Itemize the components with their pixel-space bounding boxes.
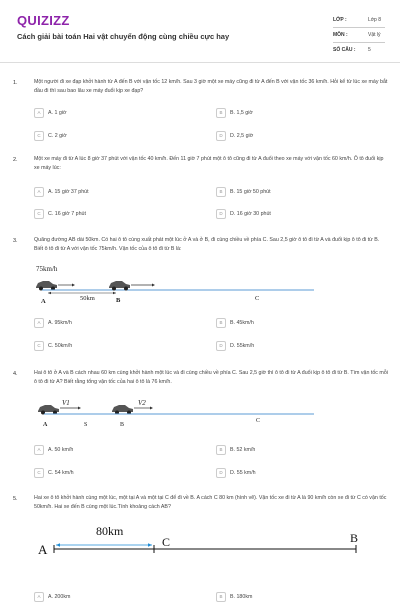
point-a-label: A bbox=[38, 542, 48, 557]
option-text: B. 52 km/h bbox=[230, 447, 256, 453]
option-text: C. 54 km/h bbox=[48, 470, 74, 476]
option-text: B. 180km bbox=[230, 594, 253, 600]
distance-label: 50km bbox=[80, 295, 95, 302]
point-b-label: B bbox=[350, 531, 359, 545]
option-text: A. 95km/h bbox=[48, 320, 72, 326]
motion-diagram bbox=[34, 522, 374, 568]
question-number: 1. bbox=[13, 80, 18, 86]
car-icon bbox=[109, 281, 130, 291]
option-d[interactable] bbox=[216, 209, 271, 221]
option-text: D. 55 km/h bbox=[230, 470, 256, 476]
option-c[interactable] bbox=[34, 209, 86, 221]
option-text: C. 50km/h bbox=[48, 343, 73, 349]
option-text: A. 200km bbox=[48, 594, 71, 600]
divider bbox=[333, 27, 385, 28]
worksheet-title: Cách giải bài toán Hai vật chuyển động cùng chiều cực hay bbox=[17, 32, 230, 41]
option-text: A. 1 giờ bbox=[48, 110, 67, 116]
option-letter: B bbox=[216, 592, 226, 602]
car-icon bbox=[112, 405, 133, 415]
option-text: A. 50 km/h bbox=[48, 447, 74, 453]
arrow-head bbox=[152, 284, 155, 287]
motion-diagram bbox=[34, 262, 374, 306]
option-letter: A bbox=[34, 108, 44, 118]
v2-label: V2 bbox=[138, 399, 146, 407]
option-b[interactable] bbox=[216, 108, 253, 120]
option-letter: D bbox=[216, 468, 226, 478]
option-letter: B bbox=[216, 187, 226, 197]
point-c-label: C bbox=[256, 418, 261, 424]
question-number: 2. bbox=[13, 157, 18, 163]
option-a[interactable] bbox=[34, 108, 67, 120]
option-letter: B bbox=[216, 445, 226, 455]
option-text: D. 16 giờ 30 phút bbox=[230, 211, 271, 217]
option-text: B. 1,5 giờ bbox=[230, 110, 253, 116]
count-label: SỐ CÂU : bbox=[333, 47, 356, 53]
subject-label: MÔN : bbox=[333, 32, 348, 38]
option-text: C. 2 giờ bbox=[48, 133, 67, 139]
option-a[interactable] bbox=[34, 318, 72, 330]
option-letter: B bbox=[216, 108, 226, 118]
arrow-head bbox=[78, 407, 81, 410]
divider bbox=[333, 42, 385, 43]
option-b[interactable] bbox=[216, 318, 254, 330]
option-c[interactable] bbox=[34, 468, 74, 480]
option-b[interactable] bbox=[216, 445, 255, 457]
speed-label: 75km/h bbox=[36, 265, 58, 273]
option-d[interactable] bbox=[216, 468, 256, 480]
option-d[interactable] bbox=[216, 131, 253, 143]
distance-label: 80km bbox=[96, 524, 124, 538]
option-c[interactable] bbox=[34, 341, 72, 353]
option-letter: D bbox=[216, 209, 226, 219]
option-a[interactable] bbox=[34, 445, 73, 457]
option-b[interactable] bbox=[216, 592, 252, 604]
count-value: 5 bbox=[368, 47, 371, 53]
distance-label: S bbox=[84, 422, 88, 428]
point-a-label: A bbox=[43, 422, 48, 428]
question-text: Hai ô tô ở A và B cách nhau 60 km cùng khởi hành một lúc và đi cùng chiều về phía C. Sau 2,5 giờ thì ô tô đi từ A đuổi kịp ô tô đi từ B. Tìm vận tốc mỗi ô tô đi từ A? Biết rằng tổng vận tốc của hai ô tô là 76 km/h. bbox=[34, 370, 388, 385]
option-letter: A bbox=[34, 318, 44, 328]
option-b[interactable] bbox=[216, 187, 271, 199]
motion-diagram bbox=[34, 395, 374, 429]
quizizz-logo: QUIZIZZ bbox=[17, 13, 70, 28]
question-text: Hai xe ô tô khởi hành cùng một lúc, một tại A và một tại C để đi về B. A cách C 80 km (hình vẽ). Vận tốc xe đi từ A là 90 km/h còn xe đi từ C có vận tốc 50km/h. Hai xe đến B cùng một lúc.Tính khoảng cách AB? bbox=[34, 495, 387, 510]
point-a-label: A bbox=[41, 298, 46, 305]
question-number: 5. bbox=[13, 496, 18, 502]
option-letter: C bbox=[34, 209, 44, 219]
question-text: Một người đi xe đạp khởi hành từ A đến B với vận tốc 12 km/h. Sau 3 giờ một xe máy cũng đi từ A đến B với vận tốc 36 km/h. Hỏi kể từ lúc xe máy bắt đầu đi thì sau bao lâu xe máy đuổi kịp xe đạp? bbox=[34, 79, 388, 94]
option-letter: C bbox=[34, 341, 44, 351]
car-icon bbox=[38, 405, 59, 415]
car-icon bbox=[36, 281, 57, 291]
option-text: B. 15 giờ 50 phút bbox=[230, 189, 271, 195]
option-letter: C bbox=[34, 131, 44, 141]
option-d[interactable] bbox=[216, 341, 254, 353]
option-letter: D bbox=[216, 341, 226, 351]
option-a[interactable] bbox=[34, 592, 70, 604]
option-text: C. 16 giờ 7 phút bbox=[48, 211, 86, 217]
question-text: Quãng đường AB dài 50km. Có hai ô tô cùng xuất phát một lúc ở A và ở B, đi cùng chiều về phía C. Sau 2,5 giờ ô tô đi từ A và đuổi kịp ô tô đi từ B. Biết ô tô đi từ A với vận tốc 75km/h. Vận tốc của ô tô đi từ B là: bbox=[34, 237, 380, 252]
header-divider bbox=[0, 62, 400, 63]
arrow-head bbox=[72, 284, 75, 287]
option-text: A. 15 giờ 37 phút bbox=[48, 189, 89, 195]
point-c-label: C bbox=[162, 535, 171, 549]
worksheet-header bbox=[0, 0, 400, 62]
question-text: Một xe máy đi từ A lúc 8 giờ 37 phút với vận tốc 40 km/h. Đến 11 giờ 7 phút một ô tô cũng đi từ A đuổi theo xe máy với vận tốc 60 km/h. Ô tô đuổi kịp xe máy lúc: bbox=[34, 156, 384, 171]
option-letter: A bbox=[34, 592, 44, 602]
point-b-label: B bbox=[120, 422, 125, 428]
subject-value: Vật lý bbox=[368, 32, 381, 38]
option-letter: A bbox=[34, 445, 44, 455]
point-b-label: B bbox=[116, 297, 121, 304]
arrow-head bbox=[150, 407, 153, 410]
class-value: Lớp 8 bbox=[368, 17, 382, 23]
option-a[interactable] bbox=[34, 187, 89, 199]
question-number: 4. bbox=[13, 371, 18, 377]
point-c-label: C bbox=[255, 295, 260, 302]
class-label: LỚP : bbox=[333, 17, 347, 23]
option-letter: C bbox=[34, 468, 44, 478]
option-text: D. 2,5 giờ bbox=[230, 133, 254, 139]
question-number: 3. bbox=[13, 238, 18, 244]
option-letter: A bbox=[34, 187, 44, 197]
option-letter: B bbox=[216, 318, 226, 328]
option-text: B. 45km/h bbox=[230, 320, 254, 326]
option-c[interactable] bbox=[34, 131, 67, 143]
option-letter: D bbox=[216, 131, 226, 141]
option-text: D. 55km/h bbox=[230, 343, 255, 349]
v1-label: V1 bbox=[62, 399, 70, 407]
